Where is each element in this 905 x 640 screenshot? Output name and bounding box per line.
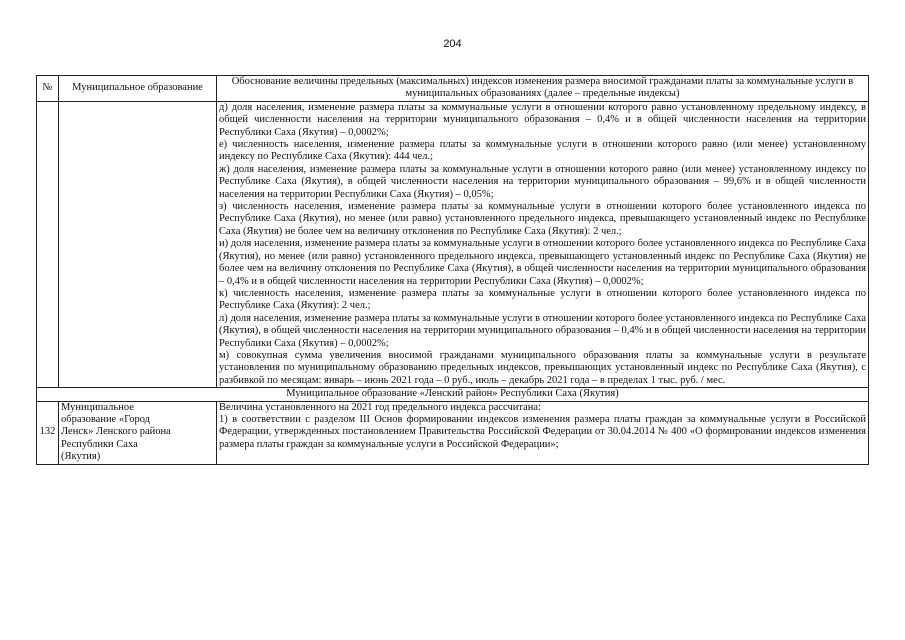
table-header-row bbox=[37, 76, 869, 102]
paragraph-k: к) численность населения, изменение размера платы за коммунальные услуги в отношении которого более установленного индекса по Республике Саха (Якутия): 2 чел.; bbox=[219, 287, 866, 312]
header-justification: Обоснование величины предельных (максимальных) индексов изменения размера вносимой гражданами платы за коммунальные услуги в муниципальных образованиях (далее – предельные индексы) bbox=[217, 76, 869, 102]
cell-municipality-empty bbox=[59, 101, 217, 387]
cell-number-empty bbox=[37, 101, 59, 387]
page-number: 204 bbox=[443, 38, 462, 50]
row-municipality-name bbox=[59, 401, 217, 464]
paragraph-z: з) численность населения, изменение размера платы за коммунальные услуги в отношении которого более установленного индекса по Республике Саха (Якутия), но менее (или равно) установленного предельного индекса, превышающего установленный индекс по Республике Саха (Якутия) не более чем на величину отклонения по Республике Саха (Якутия): 2 чел.; bbox=[219, 201, 866, 237]
table-row bbox=[37, 401, 869, 464]
header-municipality: Муниципальное образование bbox=[59, 76, 217, 102]
justification-intro: Величина установленного на 2021 год предельного индекса рассчитана: bbox=[219, 401, 541, 413]
header-number: № bbox=[37, 76, 59, 102]
section-header-row bbox=[37, 388, 869, 401]
municipality-name-line: Муниципальное bbox=[61, 401, 134, 413]
table-row-continuation bbox=[37, 101, 869, 387]
municipality-name-line: образование «Город bbox=[61, 413, 151, 425]
row-number: 132 bbox=[37, 401, 59, 464]
section-title: Муниципальное образование «Ленский район» Республики Саха (Якутия) bbox=[37, 388, 869, 401]
justification-item-1: 1) в соответствии с разделом III Основ формировании индексов изменения размера платы граждан за коммунальные услуги в Российской Федерации, утвержденных постановлением Правительства Российской Федерации от 30.04.2014 № 400 «О формировании индексов изменения размера платы граждан за коммунальные услуги в Российской Федерации»; bbox=[219, 413, 866, 450]
row-justification bbox=[217, 401, 869, 464]
cell-justification-continuation bbox=[217, 101, 869, 387]
municipality-name-line: (Якутия) bbox=[61, 451, 101, 463]
paragraph-l: л) доля населения, изменение размера платы за коммунальные услуги в отношении которого более установленного индекса по Республике Саха (Якутия), в общей численности населения на территории муниципального образования – 0,4% и в общей численности населения на территории Республики Саха (Якутия) – 0,0002%; bbox=[219, 312, 866, 349]
paragraph-zh: ж) доля населения, изменение размера платы за коммунальные услуги в отношении которого равно (или менее) установленному индексу по Республике Саха (Якутия), в общей численности населения на территории муниципального образования – 99,6% и в общей численности населения на территории Республики Саха (Якутия) – 0,05%; bbox=[219, 163, 866, 200]
index-justification-table bbox=[36, 75, 869, 465]
paragraph-m: м) совокупная сумма увеличения вносимой гражданами муниципального образования платы за коммунальные услуги в результате установления по муниципальному образованию предельных индексов, превышающих установленный индекс по Республике Саха (Якутия), с разбивкой по месяцам: январь – июнь 2021 года – 0 руб., июль – декабрь 2021 года – в пределах 1 тыс. руб. / мес. bbox=[219, 349, 866, 386]
municipality-name-line: Ленск» Ленского района bbox=[61, 426, 171, 438]
paragraph-d: д) доля населения, изменение размера платы за коммунальные услуги в отношении которого равно установленному предельному индексу, в общей численности населения на территории муниципального образования – 0,4% и в общей численности населения на территории Республики Саха (Якутия) – 0,0002%; bbox=[219, 101, 866, 138]
municipality-name-line: Республики Саха bbox=[61, 438, 138, 450]
paragraph-e: е) численность населения, изменение размера платы за коммунальные услуги в отношении которого равно (или менее) установленному индексу по Республике Саха (Якутия): 444 чел.; bbox=[219, 139, 866, 163]
paragraph-i: и) доля населения, изменение размера платы за коммунальные услуги в отношении которого более установленного индекса по Республике Саха (Якутия), но менее (или равно) установленного предельного индекса, превышающего установленный индекс по Республике Саха (Якутия) не более чем на величину отклонения по Республике Саха (Якутия), в общей численности населения на территории муниципального образования – 0,4% и в общей численности населения на территории Республики Саха (Якутия) – 0,0002%; bbox=[219, 238, 866, 287]
